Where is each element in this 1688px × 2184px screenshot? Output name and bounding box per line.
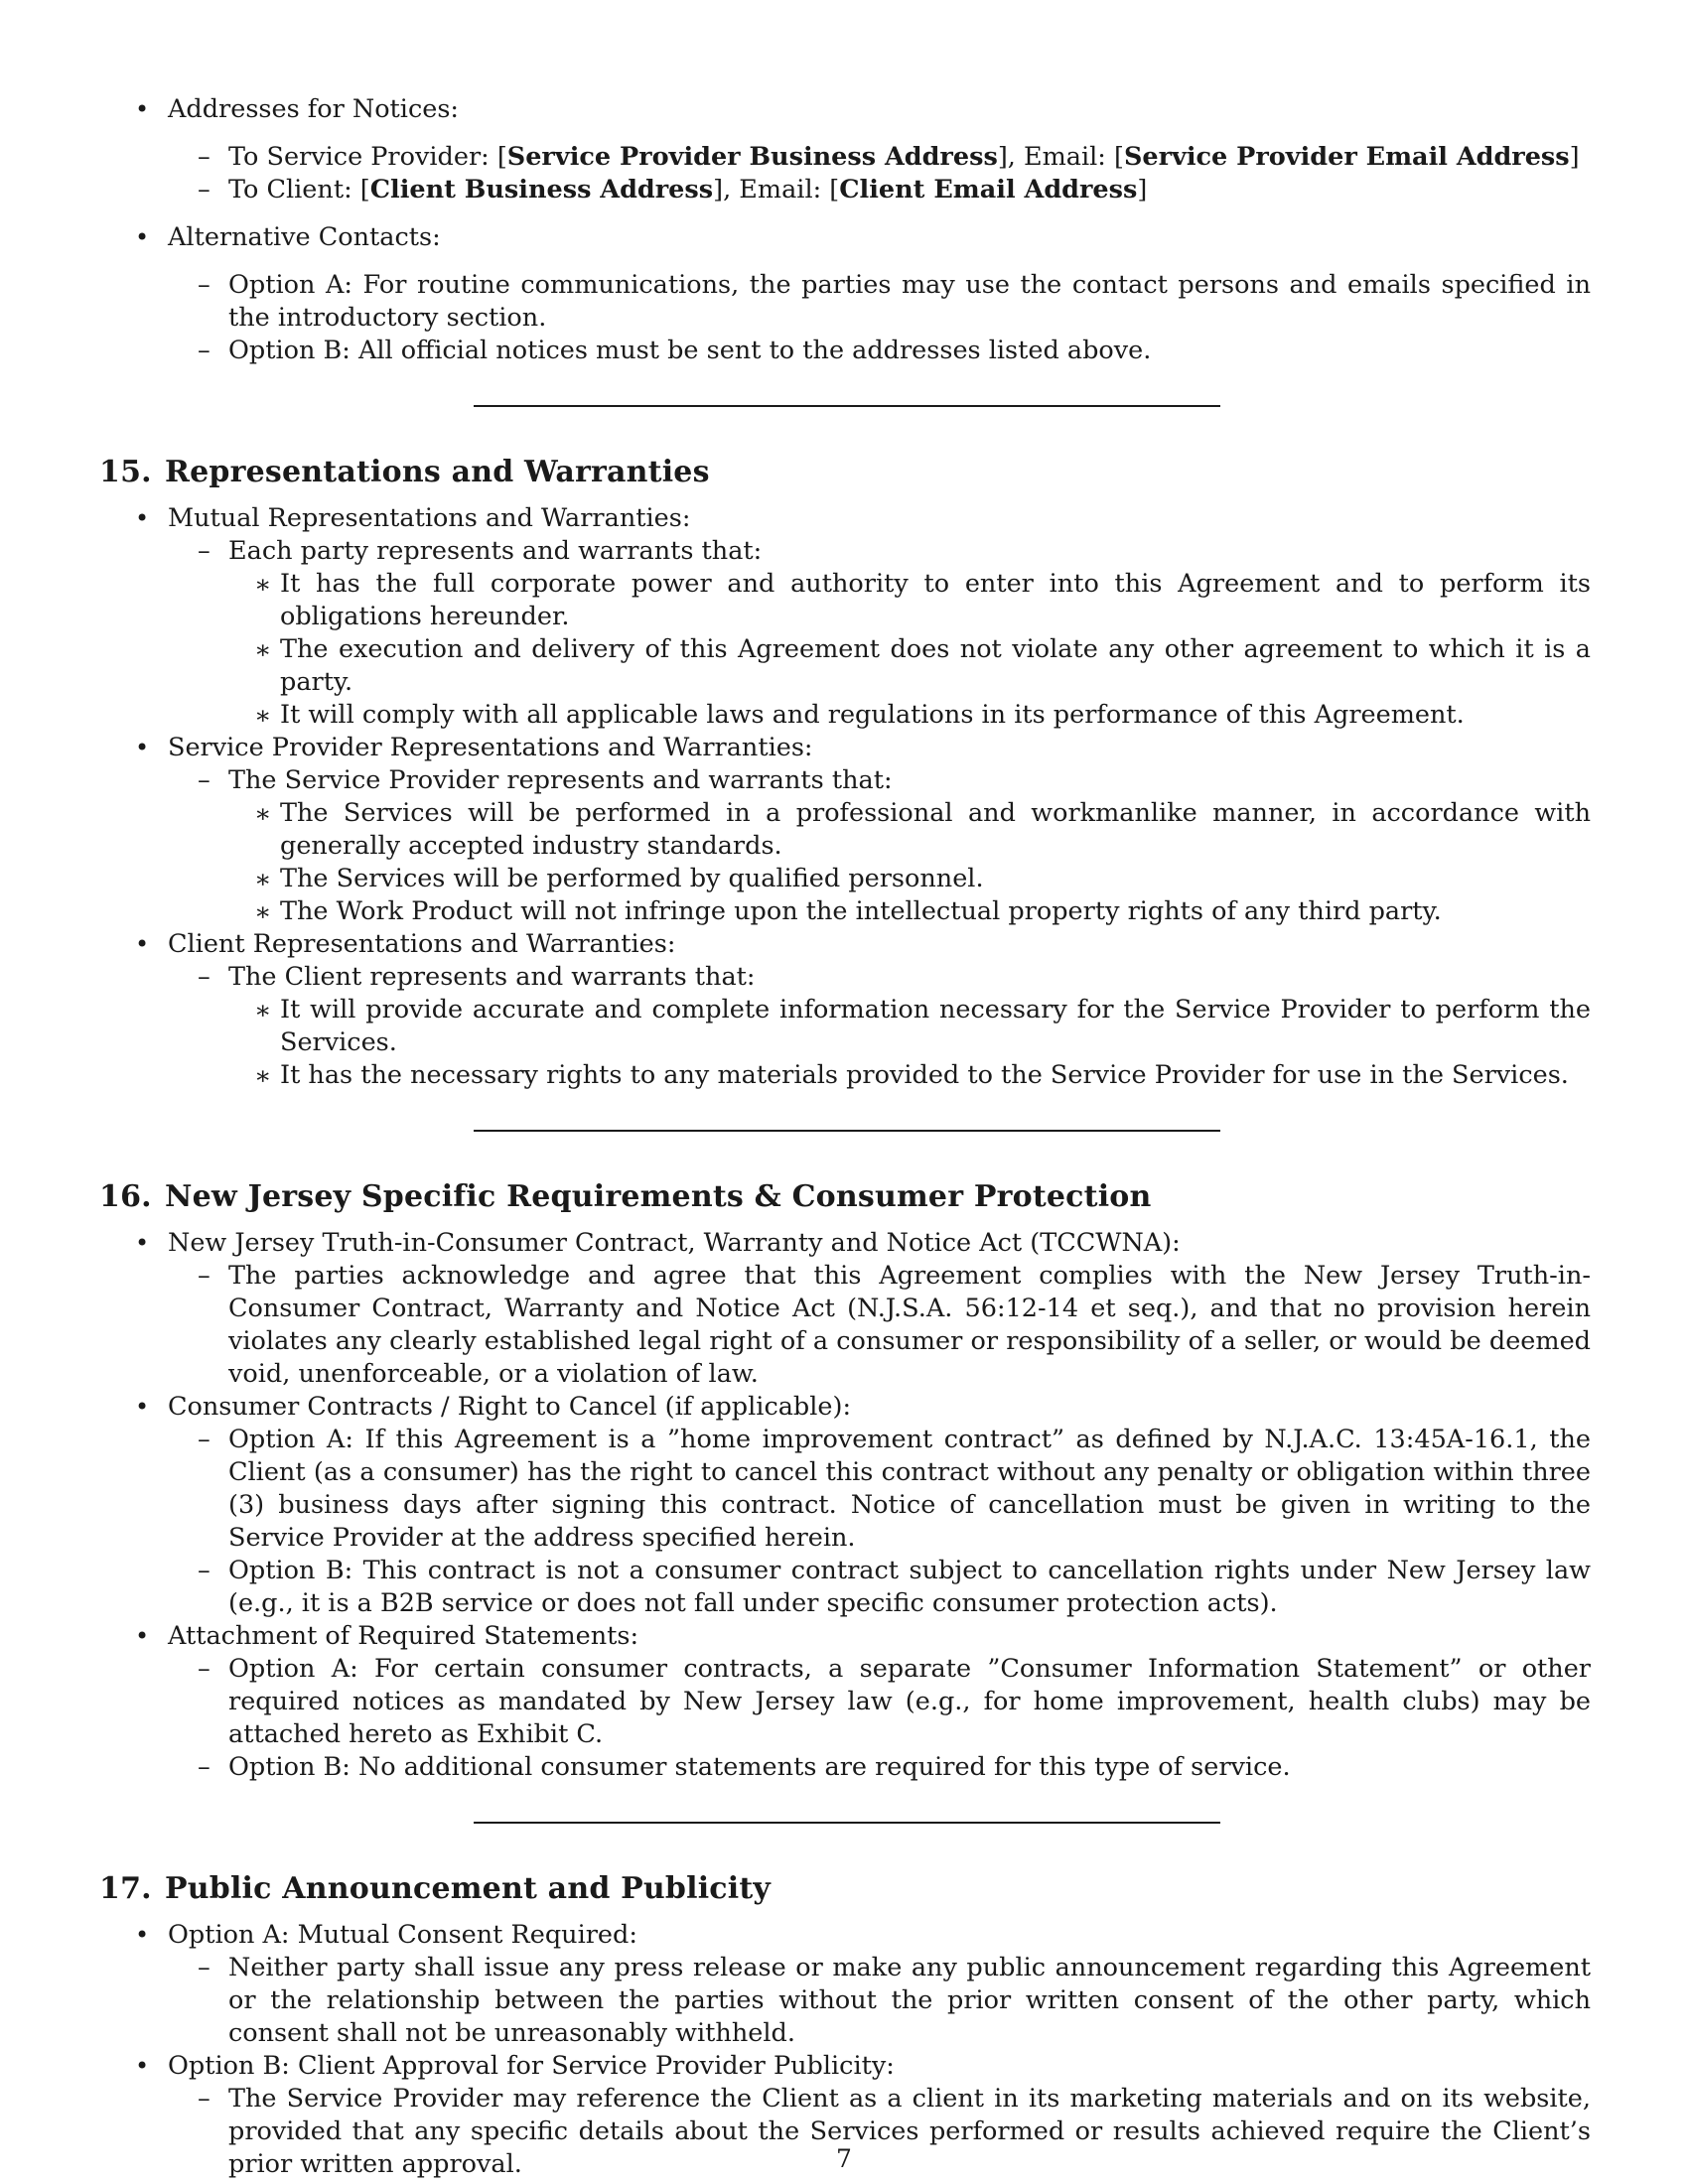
- tccwna-label: New Jersey Truth-in-Consumer Contract, Warranty and Notice Act (TCCWNA):: [168, 1228, 1181, 1258]
- document-page: [99, 93, 1591, 2181]
- addresses-sublist: [168, 141, 1591, 206]
- mutual-label: Mutual Representations and Warranties:: [168, 503, 691, 533]
- list-item: ∗ The Services will be performed in a professional and workmanlike manner, in accordance with generally accepted industry standards.: [228, 797, 1591, 863]
- section-heading-17: [99, 1871, 1591, 1907]
- section-divider: [474, 1822, 1220, 1824]
- list-item: ∗ The Work Product will not infringe upon the intellectual property rights of any third party.: [228, 895, 1591, 928]
- list-item: [168, 174, 1591, 206]
- list-item: – Option A: For certain consumer contracts, a separate ”Consumer Information Statement” or other required notices as mandated by New Jersey law (e.g., for home improvement, health clubs) may be attached hereto as Exhibit C.: [168, 1653, 1591, 1751]
- list-item: [99, 1620, 1591, 1784]
- list-item: [168, 961, 1591, 1092]
- to-client-prefix: To Client: [: [228, 175, 370, 205]
- section-title: Representations and Warranties: [165, 455, 710, 489]
- list-item: [99, 1391, 1591, 1620]
- client-email-placeholder: Client Email Address: [839, 175, 1138, 205]
- list-item: ∗ The execution and delivery of this Agreement does not violate any other agreement to which it is a party.: [228, 633, 1591, 699]
- list-item: [99, 1919, 1591, 2050]
- attach-sublist: [168, 1653, 1591, 1784]
- client-items: [228, 994, 1591, 1092]
- sp-label: Service Provider Representations and Warranties:: [168, 733, 813, 762]
- to-client-end: ]: [1137, 175, 1148, 205]
- addresses-label: Addresses for Notices:: [168, 94, 460, 124]
- list-item: – Option B: This contract is not a consumer contract subject to cancellation rights under New Jersey law (e.g., it is a B2B service or does not fall under specific consumer protection acts).: [168, 1555, 1591, 1620]
- cancel-sublist: [168, 1424, 1591, 1620]
- section-number: 17.: [99, 1871, 152, 1906]
- list-item: ∗ It will provide accurate and complete information necessary for the Service Provider to perform the Services.: [228, 994, 1591, 1059]
- tccwna-sublist: [168, 1260, 1591, 1391]
- to-sp-prefix: To Service Provider: [: [228, 142, 507, 172]
- list-item: [99, 93, 1591, 206]
- list-item: – Option B: All official notices must be sent to the addresses listed above.: [168, 335, 1591, 367]
- notices-list: [99, 93, 1591, 367]
- section-heading-16: [99, 1179, 1591, 1215]
- list-item: – The parties acknowledge and agree that this Agreement complies with the New Jersey Truth-in-Consumer Contract, Warranty and Notice Act (N.J.S.A. 56:12-14 et seq.), and that no provision herein violates any clearly established legal right of a consumer or responsibility of a seller, or would be deemed void, unenforceable, or a violation of law.: [168, 1260, 1591, 1391]
- mutual-items: [228, 568, 1591, 732]
- list-item: [99, 732, 1591, 928]
- list-item: – Neither party shall issue any press release or make any public announcement regarding this Agreement or the relationship between the parties without the prior written consent of the other party, which consent shall not be unreasonably withheld.: [168, 1952, 1591, 2050]
- section-17-list: [99, 1919, 1591, 2181]
- list-item: [99, 502, 1591, 732]
- client-sublist: [168, 961, 1591, 1092]
- mutual-intro: Each party represents and warrants that:: [228, 536, 763, 566]
- list-item: [168, 141, 1591, 174]
- list-item: – Option B: No additional consumer statements are required for this type of service.: [168, 1751, 1591, 1784]
- to-sp-end: ]: [1569, 142, 1580, 172]
- section-heading-15: [99, 455, 1591, 490]
- sp-sublist: [168, 764, 1591, 928]
- sp-items: [228, 797, 1591, 928]
- to-client-mid: ], Email: [: [713, 175, 840, 205]
- section-number: 15.: [99, 455, 152, 489]
- client-intro: The Client represents and warrants that:: [228, 962, 756, 992]
- section-divider: [474, 405, 1220, 407]
- list-item: – The Service Provider may reference the Client as a client in its marketing materials and on its website, provided that any specific details about the Services performed or results achieved require the Client’s prior written approval.: [168, 2083, 1591, 2181]
- cancel-label: Consumer Contracts / Right to Cancel (if applicable):: [168, 1392, 852, 1422]
- section-16-list: [99, 1227, 1591, 1784]
- section-title: Public Announcement and Publicity: [165, 1871, 772, 1906]
- list-item: [99, 221, 1591, 367]
- option-b-label: Option B: Client Approval for Service Provider Publicity:: [168, 2051, 895, 2081]
- list-item: ∗ It has the full corporate power and authority to enter into this Agreement and to perform its obligations hereunder.: [228, 568, 1591, 633]
- alt-contacts-sublist: [168, 269, 1591, 367]
- page-number: 7: [836, 2144, 852, 2173]
- list-item: [99, 1227, 1591, 1391]
- list-item: – Option A: If this Agreement is a ”home improvement contract” as defined by N.J.A.C. 13:45A-16.1, the Client (as a consumer) has the right to cancel this contract without any penalty or obligation within three (3) business days after signing this contract. Notice of cancellation must be given in writing to the Service Provider at the address specified herein.: [168, 1424, 1591, 1555]
- section-title: New Jersey Specific Requirements & Consumer Protection: [165, 1179, 1152, 1214]
- alt-contacts-label: Alternative Contacts:: [168, 222, 441, 252]
- section-divider: [474, 1130, 1220, 1132]
- option-a-sublist: [168, 1952, 1591, 2050]
- client-label: Client Representations and Warranties:: [168, 929, 676, 959]
- list-item: [168, 764, 1591, 928]
- option-a-label: Option A: Mutual Consent Required:: [168, 1920, 637, 1950]
- section-number: 16.: [99, 1179, 152, 1214]
- sp-intro: The Service Provider represents and warrants that:: [228, 765, 893, 795]
- list-item: ∗ It will comply with all applicable laws and regulations in its performance of this Agreement.: [228, 699, 1591, 732]
- sp-address-placeholder: Service Provider Business Address: [506, 142, 998, 172]
- list-item: – Option A: For routine communications, the parties may use the contact persons and emails specified in the introductory section.: [168, 269, 1591, 335]
- list-item: ∗ The Services will be performed by qualified personnel.: [228, 863, 1591, 895]
- section-15-list: [99, 502, 1591, 1092]
- sp-email-placeholder: Service Provider Email Address: [1123, 142, 1570, 172]
- list-item: [168, 535, 1591, 732]
- list-item: ∗ It has the necessary rights to any materials provided to the Service Provider for use in the Services.: [228, 1059, 1591, 1092]
- list-item: [99, 928, 1591, 1092]
- attach-label: Attachment of Required Statements:: [168, 1621, 639, 1651]
- mutual-sublist: [168, 535, 1591, 732]
- client-address-placeholder: Client Business Address: [369, 175, 714, 205]
- to-sp-mid: ], Email: [: [997, 142, 1124, 172]
